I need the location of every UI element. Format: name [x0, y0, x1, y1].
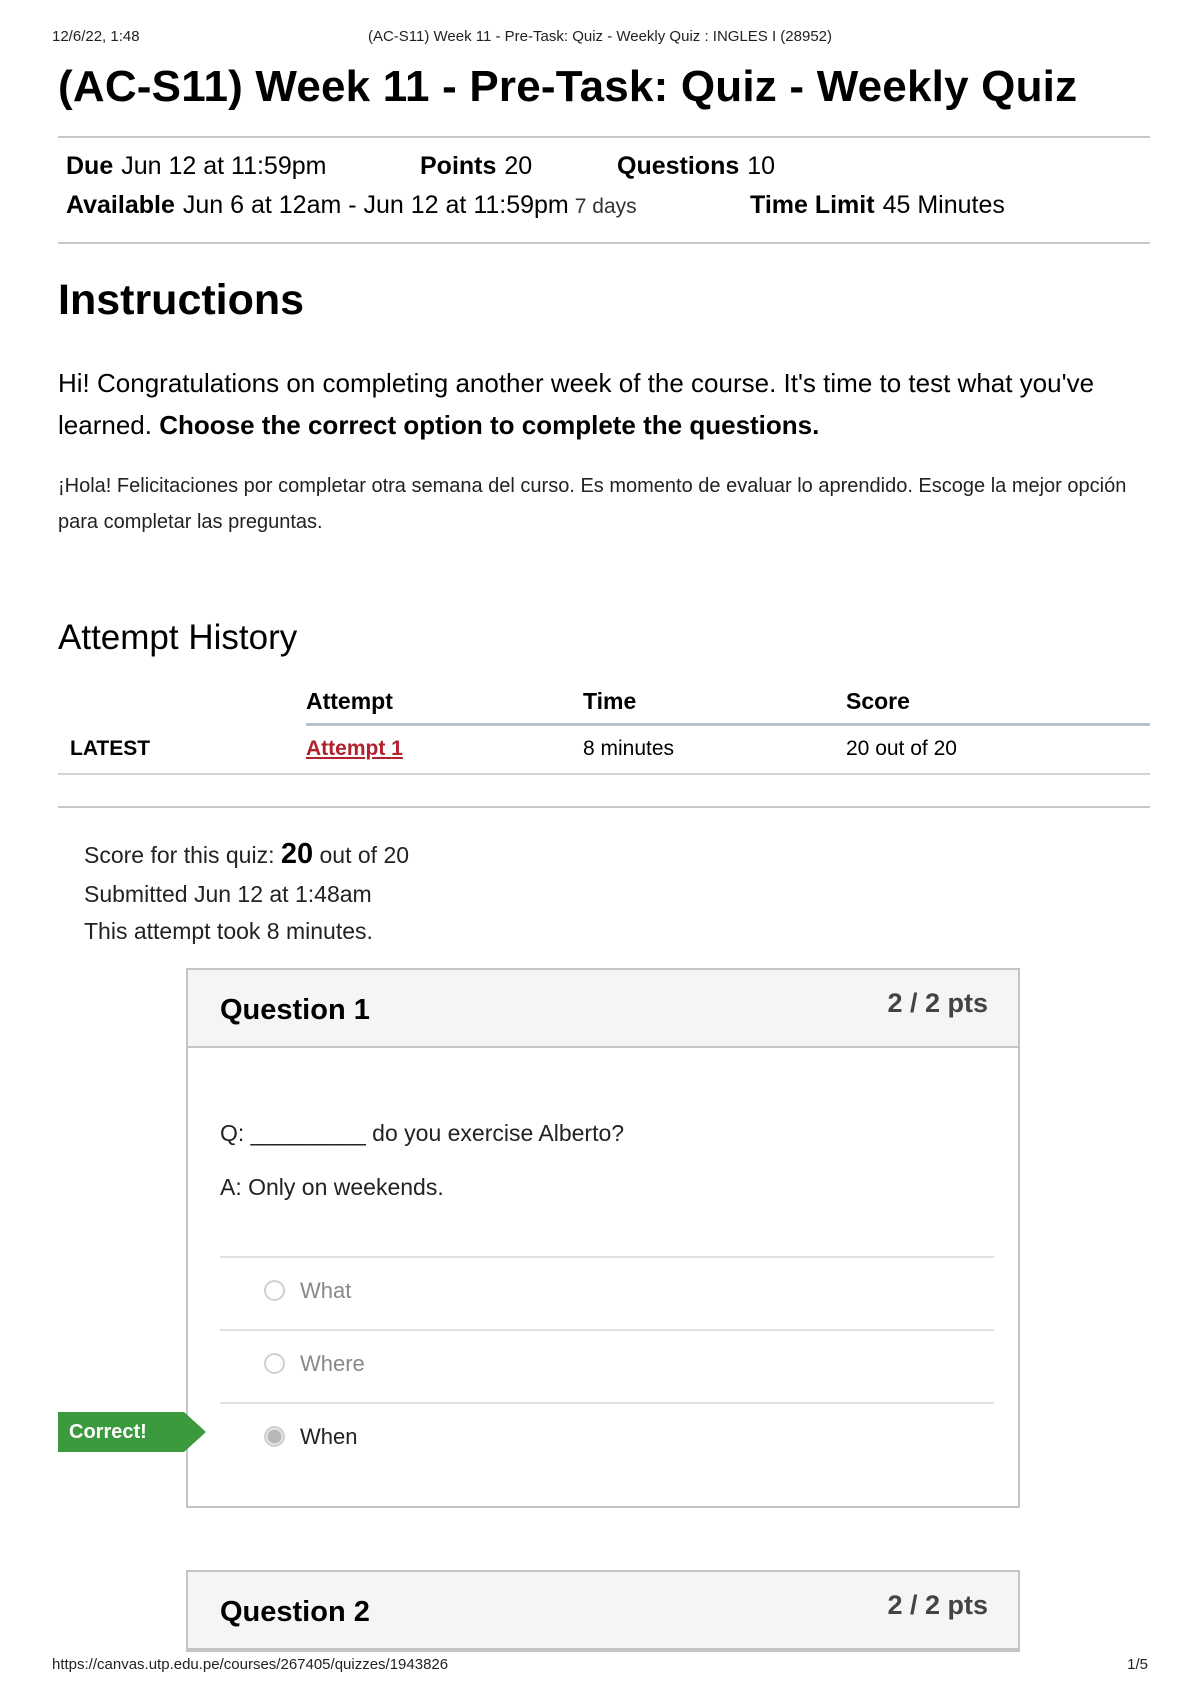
questions-info: [617, 152, 775, 181]
due-info: [66, 152, 326, 181]
instructions-heading: Instructions: [58, 276, 305, 324]
score-value: 20: [280, 838, 314, 870]
answer-label: Where: [300, 1351, 365, 1376]
attempt-1-link[interactable]: Attempt 1: [306, 737, 403, 761]
question-1-answer-line: A: Only on weekends.: [220, 1174, 444, 1200]
question-2: [186, 1570, 1020, 1652]
instructions-english-bold: Choose the correct option to complete the questions.: [159, 410, 820, 440]
print-page-number: 1/5: [1127, 1656, 1148, 1673]
table-row: [58, 724, 1150, 774]
attempt-history-heading: Attempt History: [58, 618, 298, 657]
meta-divider: [58, 242, 1150, 244]
attempt-status: LATEST: [58, 724, 306, 774]
attempt-table-header-row: [58, 680, 1150, 724]
question-1-points: 2 / 2 pts: [887, 988, 988, 1018]
title-divider: [58, 136, 1150, 138]
answer-label: When: [300, 1424, 358, 1449]
instructions-spanish: ¡Hola! Felicitaciones por completar otra semana del curso. Es momento de evaluar lo aprendido. Escoge la mejor opción para completar las preguntas.: [58, 475, 1127, 533]
time-limit-info: [750, 191, 1005, 220]
attempt-col-time: Time: [583, 680, 846, 724]
question-1-title: Question 1: [220, 994, 370, 1026]
score-prefix: Score for this quiz:: [84, 842, 281, 868]
print-url: https://canvas.utp.edu.pe/courses/267405/quizzes/1943826: [52, 1656, 449, 1673]
attempt-score: 20 out of 20: [846, 724, 1150, 774]
question-1-header: [188, 970, 1018, 1048]
attempt-col-attempt: Attempt: [306, 680, 583, 724]
question-1: [186, 968, 1020, 1508]
print-datetime: 12/6/22, 1:48: [52, 28, 140, 45]
points-info: [420, 152, 532, 181]
time-limit-label: Time Limit: [750, 191, 875, 219]
print-header: [52, 28, 1148, 48]
time-limit-value: 45 Minutes: [882, 191, 1005, 219]
answer-label: What: [300, 1278, 352, 1303]
due-label: Due: [66, 152, 114, 180]
answer-option-when[interactable]: [220, 1404, 994, 1474]
submitted-info: Submitted Jun 12 at 1:48am: [84, 881, 372, 907]
answer-option-what[interactable]: [220, 1258, 994, 1328]
print-doc-title: (AC-S11) Week 11 - Pre-Task: Quiz - Weekly Quiz : INGLES I (28952): [367, 28, 833, 45]
question-2-title: Question 2: [220, 1596, 370, 1628]
questions-value: 10: [747, 152, 776, 180]
attempt-duration-info: This attempt took 8 minutes.: [84, 918, 373, 944]
attempt-history-table: [58, 680, 1150, 775]
question-2-points: 2 / 2 pts: [887, 1590, 988, 1620]
question-2-header: [188, 1572, 1018, 1650]
available-info: [66, 191, 637, 220]
radio-unselected-icon[interactable]: [264, 1280, 285, 1301]
page-title: (AC-S11) Week 11 - Pre-Task: Quiz - Weekly Quiz: [58, 62, 1078, 111]
instructions-english-intro: Hi! Congratulations on completing another week of the course. It's time to test what you've learned.: [58, 368, 1095, 440]
radio-selected-icon[interactable]: [264, 1426, 285, 1447]
quiz-score-summary: [84, 838, 409, 871]
points-value: 20: [504, 152, 533, 180]
available-value: Jun 6 at 12am - Jun 12 at 11:59pm: [182, 191, 569, 219]
points-label: Points: [420, 152, 497, 180]
answer-option-where[interactable]: [220, 1331, 994, 1401]
questions-label: Questions: [617, 152, 740, 180]
available-duration: 7 days: [574, 195, 637, 218]
available-label: Available: [66, 191, 175, 219]
instructions-english: [58, 362, 1153, 446]
due-value: Jun 12 at 11:59pm: [121, 152, 327, 180]
attempt-cell-link: [306, 724, 583, 774]
attempt-col-score: Score: [846, 680, 1150, 724]
question-1-body: [188, 1048, 1018, 1506]
attempt-divider: [58, 806, 1150, 808]
score-suffix: out of 20: [313, 842, 410, 868]
attempt-col-status: [58, 680, 306, 724]
radio-unselected-icon[interactable]: [264, 1353, 285, 1374]
attempt-time: 8 minutes: [583, 724, 846, 774]
question-1-prompt: Q: _________ do you exercise Alberto?: [220, 1120, 625, 1146]
correct-answer-flag: Correct!: [58, 1412, 184, 1452]
